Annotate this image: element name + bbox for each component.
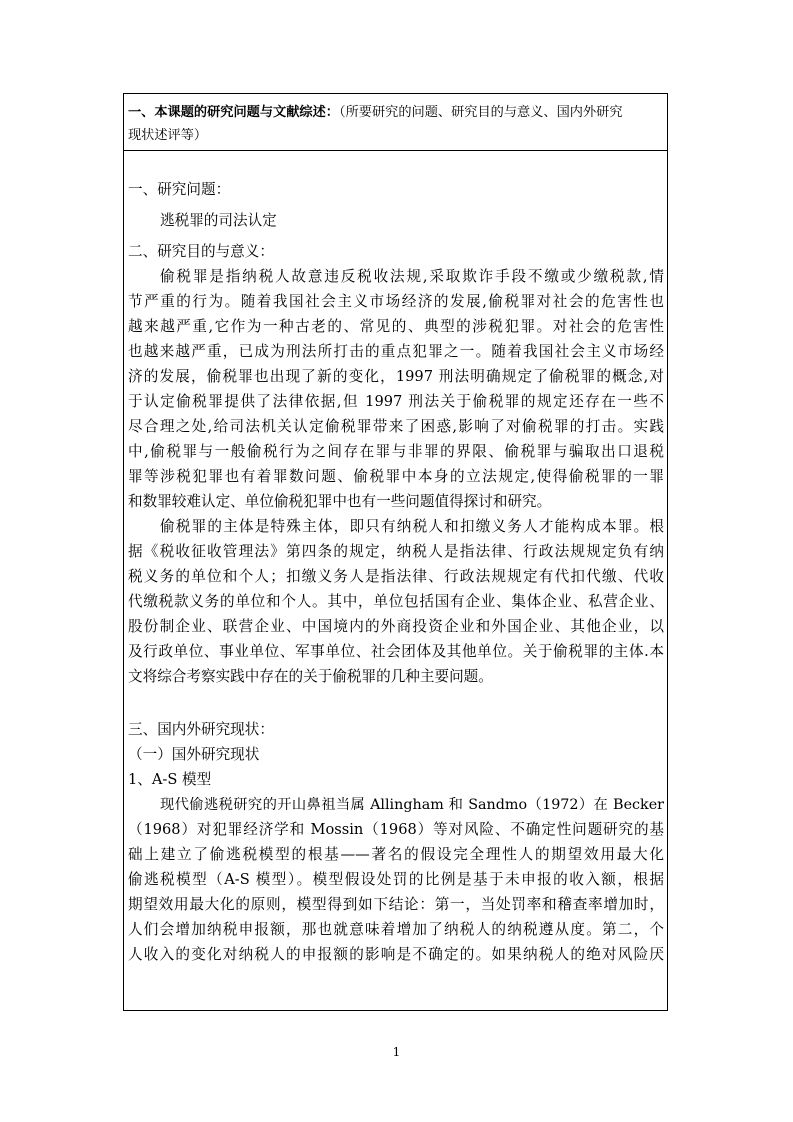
item-heading-as-model: 1、A-S 模型 — [128, 771, 212, 788]
paragraph-line: 税义务的单位和个人；扣缴义务人是指法律、行政法规规定有代扣代缴、代收 — [128, 568, 664, 585]
paragraph-line: 于认定偷税罪提供了法律依据,但 1997 刑法关于偷税罪的规定还存在一些不 — [128, 393, 664, 410]
paragraph-line: 及行政单位、事业单位、军事单位、社会团体及其他单位。关于偷税罪的主体.本 — [128, 643, 664, 660]
paragraph-line: 中,偷税罪与一般偷税行为之间存在罪与非罪的界限、偷税罪与骗取出口退税 — [128, 443, 664, 460]
heading-purpose-significance: 二、研究目的与意义： — [128, 243, 274, 260]
paragraph-line: 和数罪较难认定、单位偷税犯罪中也有一些问题值得探讨和研究。 — [128, 493, 552, 510]
research-proposal-table — [123, 93, 668, 1011]
heading-research-question: 一、研究问题： — [128, 181, 231, 198]
paragraph-line: 越来越严重,它作为一种古老的、常见的、典型的涉税犯罪。对社会的危害性 — [128, 318, 664, 335]
paragraph-line: 础上建立了偷逃税模型的根基——著名的假设完全理性人的期望效用最大化 — [128, 846, 664, 863]
paragraph-line: 文将综合考察实践中存在的关于偷税罪的几种主要问题。 — [128, 668, 493, 685]
section-title-note-cont: 现状述评等） — [128, 128, 208, 143]
research-topic: 逃税罪的司法认定 — [160, 212, 277, 229]
paragraph-line: 人收入的变化对纳税人的申报额的影响是不确定的。如果纳税人的绝对风险厌 — [128, 946, 664, 963]
paragraph-line: 人们会增加纳税申报额，那也就意味着增加了纳税人的纳税遵从度。第二，个 — [128, 921, 664, 938]
heading-research-status: 三、国内外研究现状： — [128, 721, 274, 738]
paragraph-line: 济的发展，偷税罪也出现了新的变化，1997 刑法明确规定了偷税罪的概念,对 — [128, 368, 664, 385]
paragraph-line: 尽合理之处,给司法机关认定偷税罪带来了困惑,影响了对偷税罪的打击。实践 — [128, 418, 664, 435]
subheading-foreign-research: （一）国外研究现状 — [128, 746, 260, 763]
paragraph-line: （1968）对犯罪经济学和 Mossin（1968）等对风险、不确定性问题研究的基 — [128, 821, 664, 838]
page-number: 1 — [392, 1045, 401, 1059]
paragraph-line: 代缴税款义务的单位和个人。其中，单位包括国有企业、集体企业、私营企业、 — [128, 593, 664, 610]
section-title: 一、本课题的研究问题与文献综述： — [128, 105, 339, 120]
paragraph-line: 股份制企业、联营企业、中国境内的外商投资企业和外国企业、其他企业，以 — [128, 618, 664, 635]
table-body-cell — [124, 152, 667, 1010]
paragraph-line: 节严重的行为。随着我国社会主义市场经济的发展,偷税罪对社会的危害性也 — [128, 293, 664, 310]
paragraph-line: 据《税收征收管理法》第四条的规定，纳税人是指法律、行政法规规定负有纳 — [128, 543, 664, 560]
paragraph-line: 偷税罪是指纳税人故意违反税收法规,采取欺诈手段不缴或少缴税款,情 — [160, 268, 664, 285]
paragraph-line: 罪等涉税犯罪也有着罪数问题、偷税罪中本身的立法规定,使得偷税罪的一罪 — [128, 468, 664, 485]
section-title-note: （所要研究的问题、研究目的与意义、国内外研究 — [339, 105, 623, 120]
paragraph-line: 偷逃税模型（A-S 模型）。模型假设处罚的比例是基于未申报的收入额，根据 — [128, 871, 664, 888]
paragraph-line: 现代偷逃税研究的开山鼻祖当属 Allingham 和 Sandmo（1972）在 Becker — [160, 797, 664, 813]
paragraph-line: 期望效用最大化的原则，模型得到如下结论：第一，当处罚率和稽查率增加时， — [128, 896, 664, 913]
table-header-cell — [124, 94, 667, 151]
paragraph-line: 也越来越严重，已成为刑法所打击的重点犯罪之一。随着我国社会主义市场经 — [128, 343, 664, 360]
paragraph-line: 偷税罪的主体是特殊主体，即只有纳税人和扣缴义务人才能构成本罪。根 — [160, 518, 664, 535]
